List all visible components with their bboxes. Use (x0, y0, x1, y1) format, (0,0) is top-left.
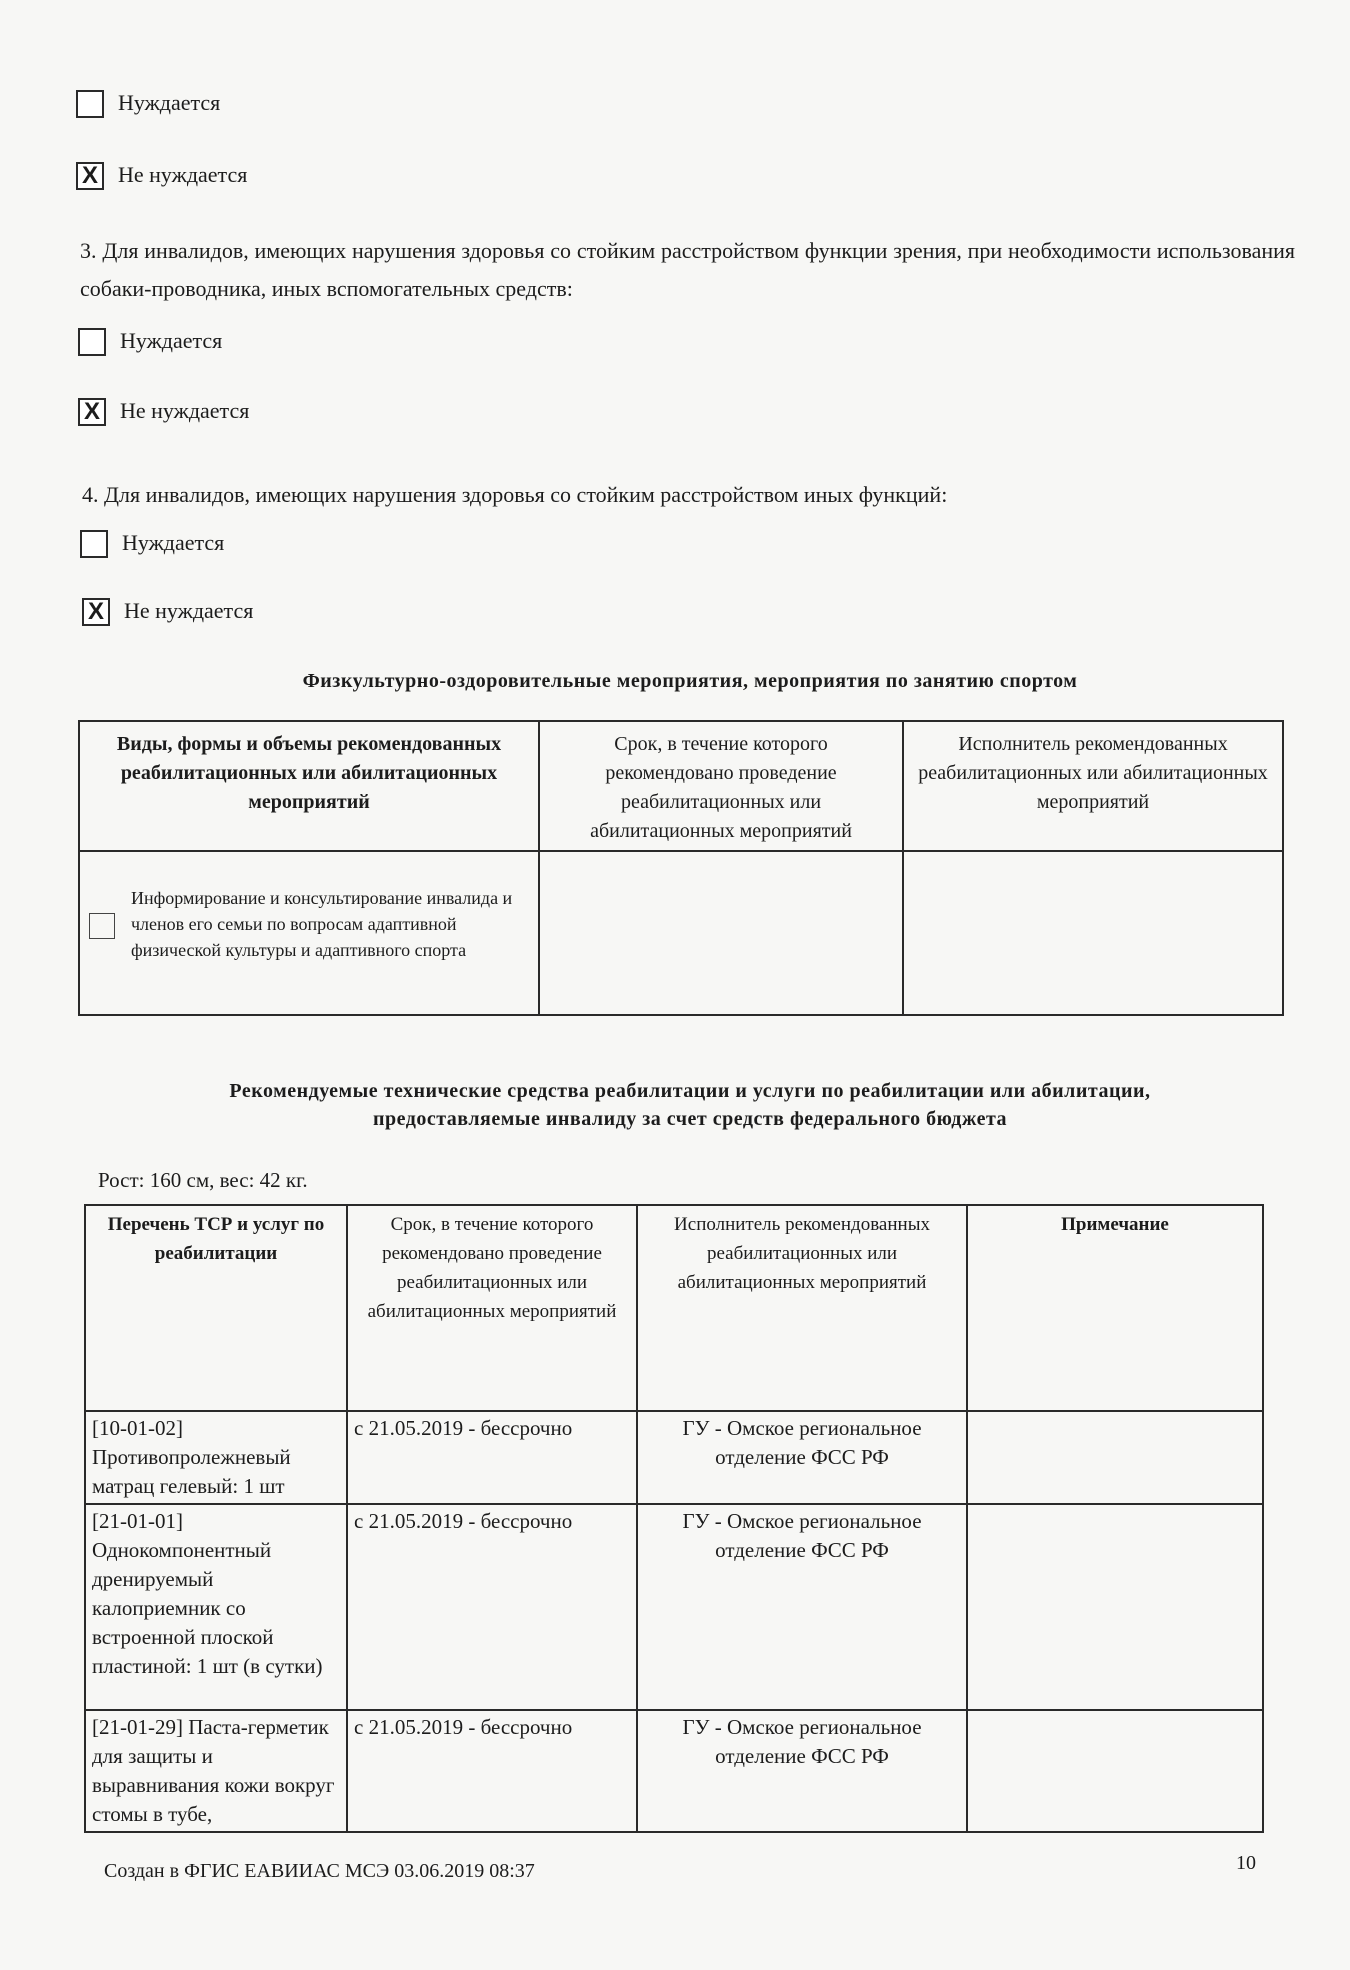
table-row (85, 1710, 1263, 1832)
page-number: 10 (1236, 1852, 1256, 1874)
tsr-col-term: Срок, в течение которого рекомендовано проведение реабилитационных или абилитационных мероприятий (347, 1205, 637, 1411)
tsr-term: с 21.05.2019 - бессрочно (347, 1411, 637, 1504)
not-needs-checkbox-3[interactable] (78, 398, 106, 426)
tsr-note (967, 1504, 1263, 1710)
footer-created: Создан в ФГИС ЕАВИИАС МСЭ 03.06.2019 08:37 (104, 1860, 535, 1882)
sport-col-executor: Исполнитель рекомендованных реабилитационных или абилитационных мероприятий (903, 721, 1283, 851)
needs-label-4: Нуждается (122, 530, 225, 555)
sport-row-text: Информирование и консультирование инвалида и членов его семьи по вопросам адаптивной физической культуры и адаптивного спорта (131, 888, 513, 960)
not-needs-label-4: Не нуждается (124, 598, 254, 623)
tsr-heading-line2: предоставляемые инвалиду за счет средств федерального бюджета (372, 1108, 1008, 1130)
sport-row-executor (903, 851, 1283, 1015)
sport-table (78, 720, 1284, 1016)
not-needs-label-3: Не нуждается (120, 398, 250, 423)
sport-col-activity: Виды, формы и объемы рекомендованных реабилитационных или абилитационных мероприятий (79, 721, 539, 851)
needs-checkbox-a[interactable] (76, 90, 104, 118)
needs-label-a: Нуждается (118, 90, 221, 115)
needs-checkbox-4[interactable] (80, 530, 108, 558)
tsr-term: с 21.05.2019 - бессрочно (347, 1504, 637, 1710)
table-row (85, 1504, 1263, 1710)
tsr-col-executor: Исполнитель рекомендованных реабилитационных или абилитационных мероприятий (637, 1205, 967, 1411)
tsr-heading-line1: Рекомендуемые технические средства реабилитации и услуги по реабилитации или абилитации, (229, 1080, 1151, 1102)
section4-text: 4. Для инвалидов, имеющих нарушения здоровья со стойким расстройством иных функций: (82, 482, 948, 507)
table-row (79, 851, 1283, 1015)
tsr-note (967, 1411, 1263, 1504)
sport-row-checkbox[interactable] (89, 913, 115, 939)
tsr-table (84, 1204, 1264, 1833)
sport-col-term: Срок, в течение которого рекомендовано проведение реабилитационных или абилитационных мероприятий (539, 721, 903, 851)
tsr-note (967, 1710, 1263, 1832)
sport-row-term (539, 851, 903, 1015)
tsr-item: [21-01-01] Однокомпонентный дренируемый калоприемник со встроенной плоской пластиной: 1 шт (в сутки) (85, 1504, 347, 1710)
table-row (85, 1411, 1263, 1504)
sport-heading: Физкультурно-оздоровительные мероприятия, мероприятия по занятию спортом (302, 670, 1078, 692)
tsr-executor: ГУ - Омское региональное отделение ФСС РФ (637, 1411, 967, 1504)
tsr-item: [21-01-29] Паста-герметик для защиты и выравнивания кожи вокруг стомы в тубе, (85, 1710, 347, 1832)
tsr-col-note: Примечание (967, 1205, 1263, 1411)
needs-checkbox-3[interactable] (78, 328, 106, 356)
height-weight: Рост: 160 см, вес: 42 кг. (98, 1168, 308, 1192)
tsr-executor: ГУ - Омское региональное отделение ФСС РФ (637, 1504, 967, 1710)
tsr-col-item: Перечень ТСР и услуг по реабилитации (85, 1205, 347, 1411)
not-needs-checkbox-a[interactable] (76, 162, 104, 190)
not-needs-label-a: Не нуждается (118, 162, 248, 187)
not-needs-checkbox-4[interactable] (82, 598, 110, 626)
section3-text: 3. Для инвалидов, имеющих нарушения здоровья со стойким расстройством функции зрения, при необходимости использования собаки-проводника, иных вспомогательных средств: (80, 238, 1295, 301)
tsr-executor: ГУ - Омское региональное отделение ФСС РФ (637, 1710, 967, 1832)
tsr-term: с 21.05.2019 - бессрочно (347, 1710, 637, 1832)
tsr-item: [10-01-02] Противопролежневый матрац гелевый: 1 шт (85, 1411, 347, 1504)
needs-label-3: Нуждается (120, 328, 223, 353)
